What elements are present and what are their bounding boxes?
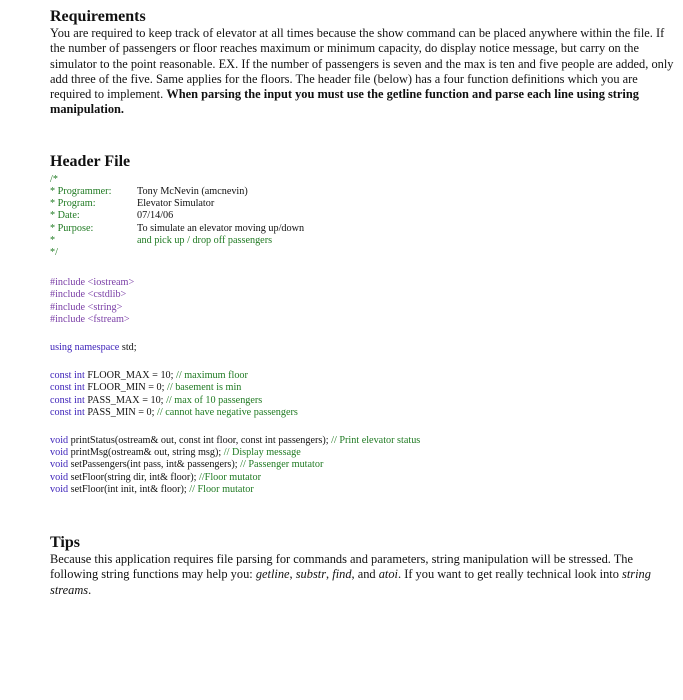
- comment-open: /*: [50, 173, 58, 185]
- function-comment: // Passenger mutator: [240, 459, 324, 471]
- const-keyword: const int: [50, 406, 85, 418]
- tips-text-2: If you want to get really technical look into: [404, 567, 619, 582]
- date-value: 07/14/06: [137, 210, 174, 222]
- requirements-paragraph: [50, 26, 675, 118]
- tips-heading: Tips: [50, 534, 80, 552]
- purpose-label: * Purpose:: [50, 222, 94, 234]
- purpose-value-1: To simulate an elevator moving up/down: [137, 222, 305, 234]
- include-directive: #include: [50, 289, 86, 301]
- tips-string-streams: string streams: [50, 567, 651, 597]
- date-label: * Date:: [50, 210, 80, 222]
- using-line: [50, 342, 675, 354]
- function-signature: printStatus(ostream& out, const int floor, const int passengers);: [70, 435, 329, 447]
- purpose-star: *: [50, 234, 56, 246]
- program-label: * Program:: [50, 198, 96, 210]
- date-line: [50, 210, 675, 222]
- function-comment: // Floor mutator: [189, 483, 254, 495]
- requirements-text: You are required to keep track of elevator at all times because the show command can be placed anywhere within the file. If the number of passengers or floor reaches maximum or minimum capacity, do display notice message, but carry on the simulator to the point reasonable. EX. If the number of passengers is seven and the max is ten and five people are added, only add three of the five. Same applies for the floors. The header file (below) has a four function definitions which you are required to implement.: [50, 26, 674, 102]
- tips-fn-getline: getline: [255, 567, 290, 582]
- const-comment: // basement is min: [166, 382, 242, 394]
- function-comment: //Floor mutator: [199, 471, 261, 483]
- function-keyword: void: [50, 435, 69, 447]
- consts-block: [50, 370, 675, 419]
- function-keyword: void: [50, 471, 69, 483]
- code-block: [50, 174, 675, 259]
- function-line: [50, 459, 675, 471]
- include-directive: #include: [50, 277, 86, 289]
- const-decl: FLOOR_MAX = 10;: [87, 370, 174, 382]
- function-line: [50, 472, 675, 484]
- const-comment: // maximum floor: [176, 370, 248, 382]
- const-keyword: const int: [50, 394, 85, 406]
- const-comment: // cannot have negative passengers: [157, 406, 298, 418]
- requirements-heading: Requirements: [50, 8, 146, 25]
- tips-paragraph: Because this application requires file parsing for commands and parameters, string manipulation will be stressed. The following string functions may help you: getline, substr, find, and atoi. If you want to get really technical look into string streams.: [50, 552, 651, 597]
- using-keyword: using namespace: [50, 342, 120, 354]
- document-page: [50, 8, 675, 598]
- function-signature: setPassengers(int pass, int& passengers);: [70, 459, 238, 471]
- const-line: [50, 407, 675, 419]
- const-comment: // max of 10 passengers: [166, 394, 263, 406]
- program-value: Elevator Simulator: [137, 198, 215, 210]
- programmer-label: * Programmer:: [50, 185, 112, 197]
- include-lib: <fstream>: [87, 313, 130, 325]
- include-lib: <iostream>: [87, 277, 135, 289]
- function-line: [50, 435, 675, 447]
- const-keyword: const int: [50, 382, 85, 394]
- const-line: [50, 382, 675, 394]
- comment-close: */: [50, 247, 58, 258]
- requirements-bold-text: When parsing the input you must use the getline function and parse each line using string manipulation.: [50, 87, 639, 117]
- function-keyword: void: [50, 483, 69, 495]
- function-signature: setFloor(string dir, int& floor);: [70, 471, 197, 483]
- programmer-line: [50, 186, 675, 198]
- function-signature: setFloor(int init, int& floor);: [70, 483, 187, 495]
- include-lib: <string>: [87, 301, 123, 313]
- purpose-value-2: and pick up / drop off passengers: [137, 234, 273, 246]
- functions-block: [50, 435, 675, 496]
- includes-block: [50, 277, 675, 326]
- program-line: [50, 198, 675, 210]
- include-line: [50, 277, 675, 289]
- using-rest: std;: [121, 342, 137, 354]
- function-comment: // Display message: [223, 447, 301, 459]
- function-keyword: void: [50, 447, 69, 459]
- const-decl: FLOOR_MIN = 0;: [87, 382, 165, 394]
- include-line: [50, 302, 675, 314]
- function-line: [50, 484, 675, 496]
- tips-fn-atoi: atoi: [378, 567, 398, 582]
- const-decl: PASS_MAX = 10;: [87, 394, 164, 406]
- tips-fn-substr: substr: [295, 567, 327, 582]
- programmer-value: Tony McNevin (amcnevin): [137, 185, 248, 197]
- const-line: [50, 370, 675, 382]
- tips-text-1: Because this application requires file parsing for commands and parameters, string manipulation will be stressed. The following string functions may help you:: [50, 552, 634, 582]
- function-comment: // Print elevator status: [331, 435, 421, 447]
- include-directive: #include: [50, 313, 86, 325]
- const-decl: PASS_MIN = 0;: [87, 406, 155, 418]
- include-lib: <cstdlib>: [87, 289, 127, 301]
- function-line: [50, 447, 675, 459]
- purpose-line: [50, 223, 675, 235]
- include-line: [50, 289, 675, 301]
- tips-fn-find: find: [332, 567, 352, 582]
- include-line: [50, 314, 675, 326]
- purpose-line-2: [50, 235, 675, 247]
- include-directive: #include: [50, 301, 86, 313]
- function-keyword: void: [50, 459, 69, 471]
- const-line: [50, 395, 675, 407]
- function-signature: printMsg(ostream& out, string msg);: [70, 447, 222, 459]
- header-file-heading: Header File: [50, 152, 131, 170]
- const-keyword: const int: [50, 370, 85, 382]
